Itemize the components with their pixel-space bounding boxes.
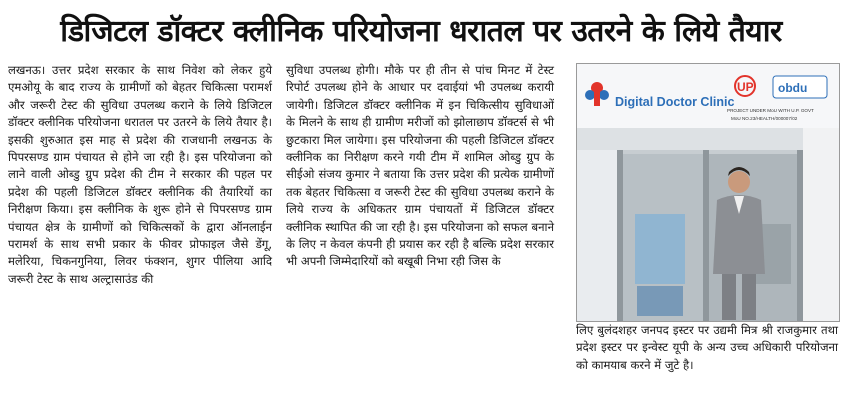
article-column-2 — [286, 62, 554, 271]
clinic-photo-illustration — [577, 64, 839, 321]
column-1-text: लखनऊ। उत्तर प्रदेश सरकार के साथ निवेश को लेकर हुये एमओयू के बाद राज्य के ग्रामीणों को बेहतर चिकित्सा परामर्श और जरूरी टेस्ट की सुविधा उपलब्ध कराने के लिये डिजिटल डॉक्टर क्लीनिक परियोजना धरातल पर उतरने के लिये तैयार है। इसकी शुरुआत इस माह से प्रदेश की राजधानी लखनऊ के पिपरसण्ड ग्राम पंचायत से होने जा रही है। इस परियोजना को लाने वाली ओब्डु ग्रुप प्रदेश की टीम ने सरकार की पहल पर प्रदेश की पहली डिजिटल डॉक्टर क्लीनिक की तैयारियों का निरीक्षण किया। इस क्लीनिक के शुरू होने से पिपरसण्ड ग्राम पंचायत क्षेत्र के ग्रामीणों को चिकित्सकों के द्वारा ऑनलाईन परामर्श के साथ सभी प्रकार के फीवर प्रोफाइल जैसे डेंगू, मलेरिया, चिकनगुनिया, लिवर फंक्शन, शुगर पीलिया आदि जरूरी टेस्ट के साथ अल्ट्रासाउंड की — [8, 63, 272, 286]
clinic-sign-text: Digital Doctor Clinic — [615, 95, 735, 109]
photo-caption: लिए बुलंदशहर जनपद इस्टर पर उद्यमी मित्र श्री राजकुमार तथा प्रदेश इस्टर पर इन्वेस्ट यूपी के अन्य उच्च अधिकारी परियोजना को कामयाब करने में जुटे है। — [576, 323, 838, 372]
clinic-photo — [576, 63, 840, 322]
up-logo-text: UP — [737, 80, 754, 94]
headline: डिजिटल डॉक्टर क्लीनिक परियोजना धरातल पर उतरने के लिये तैयार — [60, 13, 782, 49]
article-column-1 — [8, 62, 272, 288]
obdu-logo-text: obdu — [778, 81, 808, 95]
mou-number-text: MoU NO.23/HEALTH/000007/02 — [731, 116, 798, 121]
project-line-text: PROJECT UNDER MoU WITH U.P. GOVT — [727, 108, 814, 113]
column-2-text: सुविधा उपलब्ध होगी। मौके पर ही तीन से पांच मिनट में टेस्ट रिपोर्ट उपलब्ध होने के आधार पर दवाईयां भी उपलब्ध करायी जायेगी। डिजिटल डॉक्टर क्लीनिक में इन चिकित्सीय सुविधाओं के मिलने के साथ ही ग्रामीण मरीजों को झोलाछाप डॉक्टर्स से भी छुटकारा मिल जायेगा। इस परियोजना की पहली डिजिटल डॉक्टर क्लीनिक का निरीक्षण करने गयी टीम में शामिल ओब्डु ग्रुप के सीईओ संजय कुमार ने बताया कि उत्तर प्रदेश की प्रत्येक ग्रामीणों तक बेहतर चिकित्सा व जरूरी टेस्ट की सुविधा उपलब्ध कराने के लिये राज्य के अधिकतर ग्राम पंचायतों में डिजिटल डॉक्टर क्लीनिक स्थापित की जा रही है। इस परियोजना को सफल बनाने के लिए न केवल कंपनी ही प्रयास कर रही है बल्कि प्रदेश सरकार भी अपनी जिम्मेदारियों को बखूबी निभा रही जिस के — [286, 63, 554, 269]
obdu-logo — [773, 76, 827, 98]
